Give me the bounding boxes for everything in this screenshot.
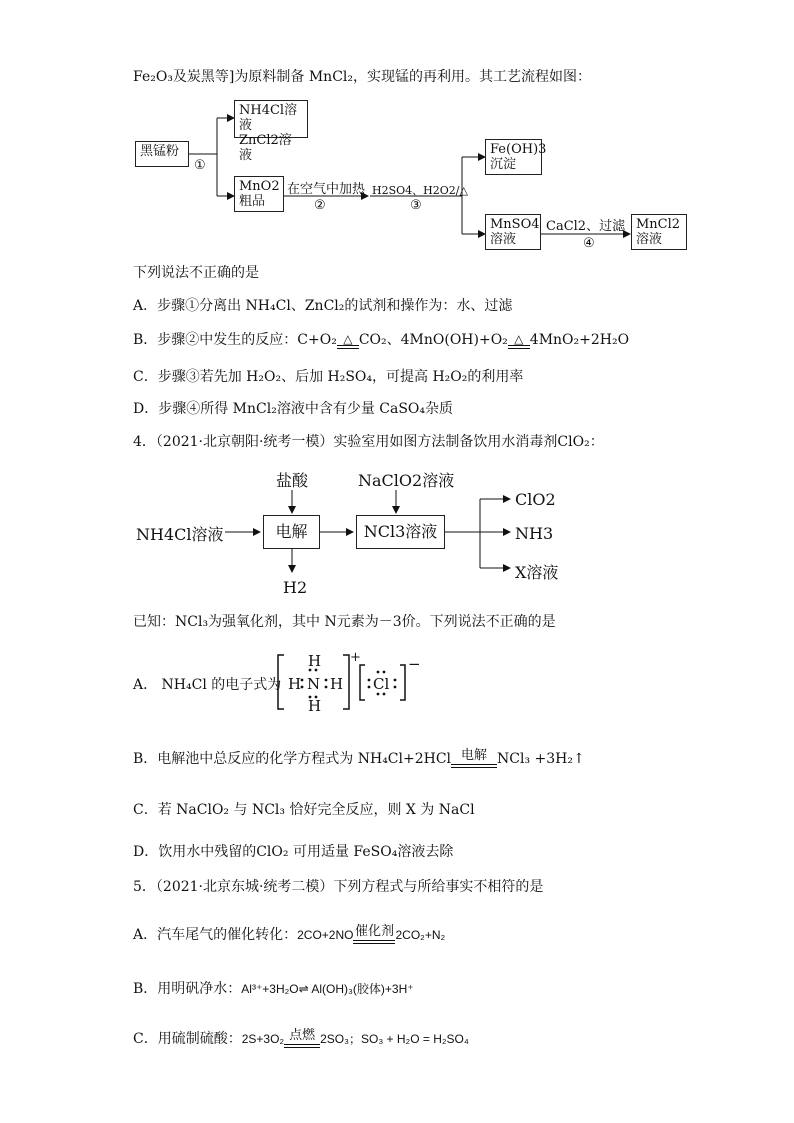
- mnso4-label: MnSO4: [490, 217, 540, 232]
- q4-option-d: D．饮用水中残留的ClO₂ 可用适量 FeSO₄溶液去除: [133, 844, 454, 860]
- black-powder-label: 黑锰粉: [140, 144, 180, 159]
- acid-peroxide-label: H2SO4、H2O2/△: [372, 184, 468, 197]
- lewis-h-right: H: [330, 675, 344, 693]
- q4-title: 4．（2021·北京朝阳·统考一模）实验室用如图方法制备饮用水消毒剂ClO₂：: [133, 434, 604, 450]
- lewis-h-left: H: [288, 675, 302, 693]
- q4-known: 已知：NCl₃为强氧化剂，其中 N元素为－3价。下列说法不正确的是: [133, 614, 556, 630]
- q5-option-a: [133, 926, 445, 944]
- q4-option-a: A． NH₄Cl 的电子式为: [133, 677, 282, 693]
- lewis-h-top: H: [308, 652, 322, 670]
- q4-b-part1: B．电解池中总反应的化学方程式为 NH₄Cl+2HCl: [133, 751, 452, 767]
- naclo2-solution-label: NaClO2溶液: [358, 471, 455, 490]
- feoh3-label: Fe(OH)3: [490, 142, 547, 157]
- q5-c-reactants: 2S+3O₂: [241, 1032, 285, 1046]
- mncl2-label: MnCl2: [636, 217, 681, 232]
- zncl2-label: ZnCl2溶液: [239, 133, 292, 163]
- step1-label: ①: [194, 158, 206, 173]
- heat-in-air-label: 在空气中加热: [287, 182, 366, 197]
- lewis-plus-charge: +: [350, 650, 361, 665]
- electrolysis-condition: 电解: [461, 748, 488, 763]
- mncl2-solution-label: 溶液: [636, 232, 663, 247]
- nh3-product-label: NH3: [515, 524, 554, 543]
- cacl2-filter-label: CaCl2、过滤: [546, 219, 626, 234]
- h2-product-label: H2: [283, 578, 308, 597]
- q5-option-b: [133, 980, 414, 998]
- lewis-cl: Cl: [373, 675, 390, 693]
- heat-symbol: △: [343, 332, 353, 346]
- q4-option-b: [133, 750, 585, 768]
- q3-b-part2: CO₂、4MnO(OH)+O₂: [358, 332, 508, 348]
- heat-symbol-2: △: [514, 332, 524, 346]
- q4-b-part2: NCl₃ +3H₂↑: [497, 751, 585, 767]
- electrolysis-equals-sign: [451, 750, 497, 768]
- ignite-condition: 点燃: [289, 1028, 316, 1043]
- nh4cl-solution-label: NH4Cl溶液: [136, 525, 224, 544]
- q5-option-c: [133, 1030, 469, 1048]
- q3-stem: 下列说法不正确的是: [133, 265, 259, 281]
- mnso4-solution-label: 溶液: [490, 232, 517, 247]
- electrolysis-label: 电解: [275, 522, 308, 541]
- q3-b-part3: 4MnO₂+2H₂O: [529, 332, 630, 348]
- step4-label: ④: [583, 236, 595, 251]
- hcl-label: 盐酸: [276, 471, 309, 490]
- step3-label: ③: [410, 198, 422, 213]
- mno2-label: MnO2: [239, 179, 280, 194]
- clo2-product-label: ClO2: [515, 490, 556, 509]
- nh4cl-label: NH4Cl溶液: [239, 103, 298, 133]
- q3-option-c: C．步骤③若先加 H₂O₂、后加 H₂SO₄，可提高 H₂O₂的利用率: [133, 369, 524, 385]
- q5-c-label: C．用硫制硫酸：: [133, 1031, 242, 1047]
- q5-a-label: A．汽车尾气的催化转化：: [133, 927, 298, 943]
- step2-label: ②: [314, 198, 326, 213]
- q5-b-label: B．用明矾净水：: [133, 981, 242, 997]
- ncl3-label: NCl3溶液: [363, 522, 438, 541]
- lewis-minus-charge: −: [408, 655, 421, 673]
- q3-b-part1: B．步骤②中发生的反应：C+O₂: [133, 332, 337, 348]
- intro-text: Fe₂O₃及炭黑等]为原料制备 MnCl₂，实现锰的再利用。其工艺流程如图：: [133, 69, 591, 85]
- precipitate-label: 沉淀: [490, 157, 517, 172]
- ignite-equals-sign: [284, 1030, 320, 1048]
- lewis-h-bottom: H: [308, 697, 322, 715]
- q5-c-products: 2SO₃；SO₃ + H₂O = H₂SO₄: [320, 1032, 469, 1046]
- catalyst-condition: 催化剂: [354, 924, 394, 939]
- q4-option-c: C．若 NaClO₂ 与 NCl₃ 恰好完全反应，则 X 为 NaCl: [133, 802, 475, 818]
- q5-title: 5．（2021·北京东城·统考二模）下列方程式与所给事实不相符的是: [133, 879, 544, 895]
- catalyst-equals-sign: [353, 926, 395, 944]
- lewis-n: N: [307, 675, 321, 693]
- q5-a-reactants: 2CO+2NO: [297, 928, 354, 942]
- q3-option-a: A．步骤①分离出 NH₄Cl、ZnCl₂的试剂和操作为：水、过滤: [133, 298, 513, 314]
- q5-a-products: 2CO₂+N₂: [395, 928, 446, 942]
- x-solution-label: X溶液: [515, 563, 559, 582]
- q5-b-equation: Al³⁺+3H₂O⇌ Al(OH)₃(胶体)+3H⁺: [241, 982, 414, 996]
- crude-label: 粗品: [239, 194, 266, 209]
- q3-option-d: D．步骤④所得 MnCl₂溶液中含有少量 CaSO₄杂质: [133, 401, 454, 417]
